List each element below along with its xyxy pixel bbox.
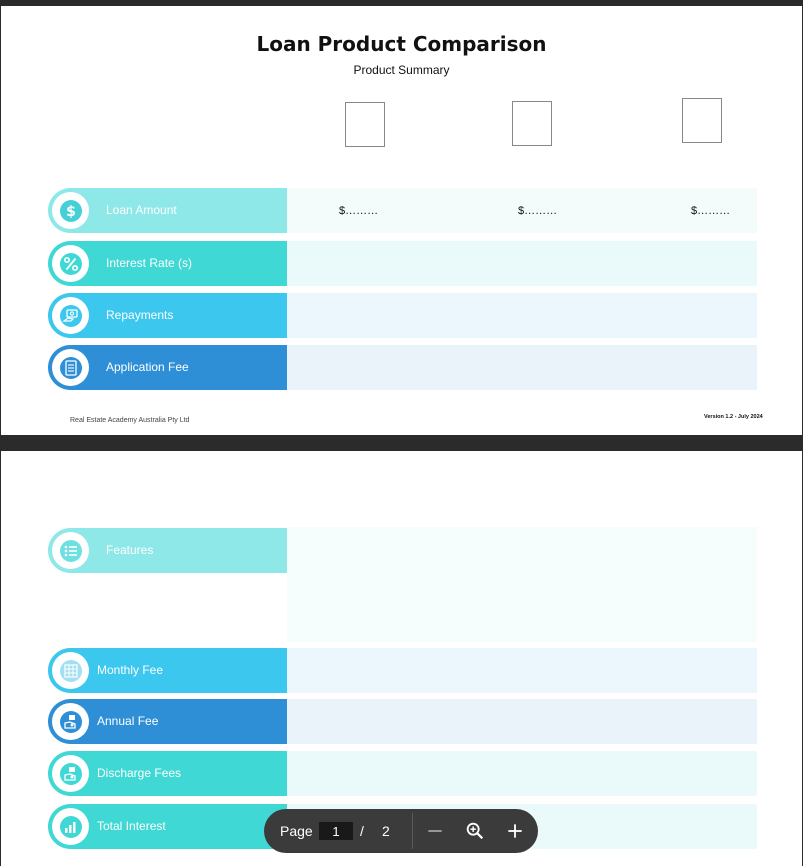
percent-icon — [52, 245, 89, 282]
row-label-loan-amount — [48, 188, 287, 233]
document-icon — [52, 349, 89, 386]
loan-amount-values[interactable] — [287, 188, 757, 233]
document-page-1 — [1, 6, 802, 435]
toolbar-divider — [412, 813, 413, 849]
row-label-text: Interest Rate (s) — [106, 256, 193, 270]
footer-version: Version 1.2 - July 2024 — [704, 414, 763, 420]
footer-company: Real Estate Academy Australia Pty Ltd — [70, 417, 190, 424]
zoom-search-icon — [464, 820, 486, 842]
minus-icon — [425, 821, 445, 841]
coins-chart-icon — [52, 808, 89, 845]
zoom-fit-button[interactable] — [463, 819, 487, 843]
hand-money-icon — [52, 703, 89, 740]
product-3-checkbox[interactable] — [682, 98, 722, 143]
page-subtitle: Product Summary — [353, 63, 450, 77]
row-label-text: Total Interest — [97, 819, 166, 833]
row-label-features — [48, 528, 287, 573]
hand-money-icon — [52, 755, 89, 792]
page-number-input[interactable] — [319, 822, 353, 840]
calendar-icon — [52, 652, 89, 689]
dollar-icon — [52, 192, 89, 229]
pdf-toolbar — [264, 809, 538, 853]
row-label-application-fee — [48, 345, 287, 390]
document-page-2 — [1, 451, 802, 866]
loan-amount-product-2[interactable]: $……… — [518, 205, 558, 217]
loan-amount-product-1[interactable]: $……… — [339, 205, 379, 217]
application-fee-values[interactable] — [287, 345, 757, 390]
row-label-text: Discharge Fees — [97, 766, 182, 780]
row-label-monthly-fee — [48, 648, 287, 693]
row-label-discharge-fees — [48, 751, 287, 796]
zoom-in-button[interactable] — [503, 819, 527, 843]
row-label-text: Repayments — [106, 308, 174, 322]
row-label-annual-fee — [48, 699, 287, 744]
svg-text:$: $ — [65, 203, 76, 220]
total-pages: 2 — [382, 823, 390, 839]
row-label-repayments — [48, 293, 287, 338]
row-label-text: Annual Fee — [97, 714, 159, 728]
annual-fee-values[interactable] — [287, 699, 757, 744]
features-values[interactable] — [287, 527, 757, 642]
row-label-text: Application Fee — [106, 360, 189, 374]
row-label-text: Features — [106, 543, 154, 557]
row-label-interest-rate — [48, 241, 287, 286]
page-separator: / — [360, 823, 364, 839]
page-title: Loan Product Comparison — [256, 32, 547, 56]
page-label: Page — [280, 823, 313, 839]
interest-rate-values[interactable] — [287, 241, 757, 286]
plus-icon — [505, 821, 525, 841]
loan-amount-product-3[interactable]: $……… — [691, 205, 731, 217]
repayments-values[interactable] — [287, 293, 757, 338]
product-1-checkbox[interactable] — [345, 102, 385, 147]
zoom-out-button[interactable] — [423, 819, 447, 843]
row-label-text: Loan Amount — [106, 203, 177, 217]
monthly-fee-values[interactable] — [287, 648, 757, 693]
discharge-fees-values[interactable] — [287, 751, 757, 796]
row-label-total-interest — [48, 804, 287, 849]
cash-hand-icon — [52, 297, 89, 334]
product-2-checkbox[interactable] — [512, 101, 552, 146]
list-icon — [52, 532, 89, 569]
row-label-text: Monthly Fee — [97, 663, 164, 677]
